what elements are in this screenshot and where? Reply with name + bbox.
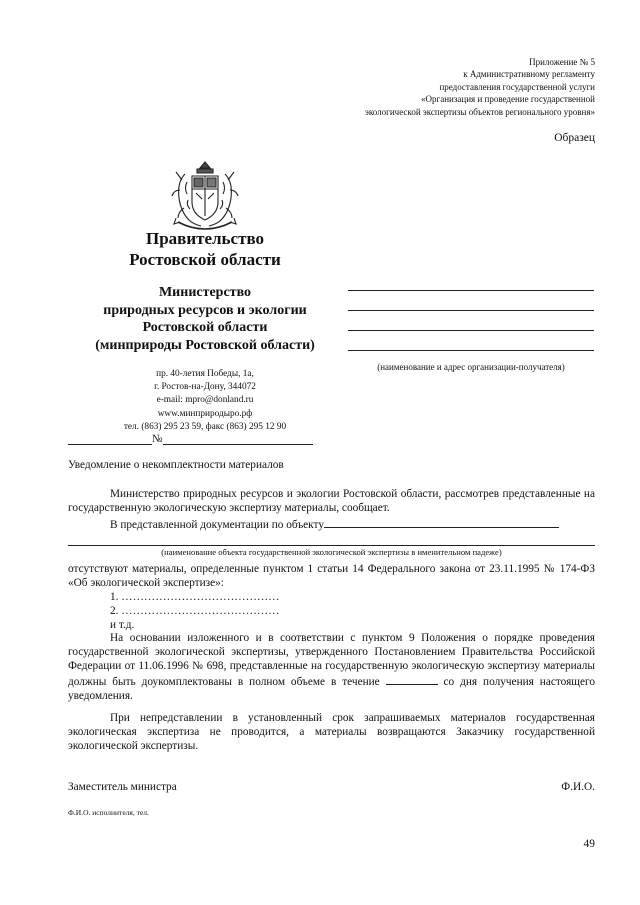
annex-line-1: Приложение № 5 (529, 57, 595, 67)
ministry-line-4: (минприроды Ростовской области) (95, 338, 315, 354)
list-item: 1. …………………………………… (110, 591, 280, 603)
date-blank (68, 432, 152, 445)
ministry-line-2: природных ресурсов и экологии (103, 302, 307, 318)
paragraph-5-text: При непредставлении в установленный срок запрашиваемых материалов государственная экологическая экспертиза не проводится, а материалы возвращаются Заказчику государственной экологической экспертизы. (68, 712, 595, 752)
ministry-contacts (60, 368, 350, 434)
address-line-2: г. Ростов-на-Дону, 344072 (154, 382, 256, 393)
ministry-title (55, 284, 355, 355)
paragraph-2 (68, 516, 595, 533)
recipient-caption: (наименование и адрес организации-получателя) (377, 362, 565, 372)
number-sign: № (152, 433, 163, 445)
object-caption: (наименование объекта государственной экологической экспертизы в именительном падеже) (161, 547, 502, 557)
annex-line-3: предоставления государственной услуги (439, 81, 595, 92)
ministry-line-3: Ростовской области (142, 320, 268, 336)
page-number: 49 (583, 838, 595, 850)
sample-label: Образец (554, 132, 595, 144)
recipient-line-3 (348, 330, 594, 331)
paragraph-4-main: На основании изложенного и в соответствии с пунктом 9 Положения о порядке проведения государственной экологической экспертизы, утвержденного Постановлением Правительства Российской Федерации от 11.06.1996 № 698, представленные на государственную экологическую экспертизу материалы должны быть доукомплектованы в полном объеме в течение (68, 632, 595, 689)
paragraph-3 (68, 563, 595, 591)
recipient-line-4 (348, 350, 594, 351)
object-name-blank (324, 516, 559, 528)
list-item: 2. …………………………………… (110, 604, 280, 617)
deadline-blank (386, 673, 438, 685)
paragraph-5 (68, 712, 595, 753)
website: www.минприродыро.рф (157, 408, 253, 419)
annex-line-4: «Организация и проведение государственной (421, 94, 595, 105)
annex-line-5: экологической экспертизы объектов регионального уровня» (365, 106, 595, 117)
signer-name: Ф.И.О. (561, 781, 595, 793)
government-line-1: Правительство (145, 229, 265, 248)
recipient-line-1 (348, 290, 594, 291)
government-line-2: Ростовской области (129, 250, 281, 269)
email: e-mail: mpro@donland.ru (156, 395, 254, 406)
document-number-line (68, 432, 313, 445)
annex-header (295, 56, 595, 118)
recipient-line-2 (348, 310, 594, 311)
paragraph-1-text: Министерство природных ресурсов и экологии Ростовской области, рассмотрев представленные на государственную экологическую экспертизу материалы, сообщает. (68, 488, 595, 514)
notice-title: Уведомление о некомплектности материалов (68, 459, 284, 471)
paragraph-4-text (68, 632, 595, 704)
paragraph-4-end: со дня получения настоящего уведомления. (68, 676, 595, 703)
paragraph-4 (68, 632, 595, 704)
object-name-line (68, 545, 595, 546)
number-blank (163, 432, 313, 445)
paragraph-3-text: отсутствуют материалы, определенные пунктом 1 статьи 14 Федерального закона от 23.11.1995 № 174-ФЗ «Об экологической экспертизе»: (68, 563, 595, 589)
paragraph-2-text: В представленной документации по объекту (110, 519, 324, 531)
signer-title: Заместитель министра (68, 781, 177, 793)
ministry-line-1: Министерство (158, 285, 252, 300)
missing-materials-list (110, 591, 279, 632)
phone-fax: тел. (863) 295 23 59, факс (863) 295 12 90 (123, 421, 287, 432)
address-line-1: пр. 40-летия Победы, 1а, (156, 369, 254, 379)
annex-line-2: к Административному регламенту (463, 69, 595, 80)
paragraph-1 (68, 488, 595, 516)
list-item-etc: и т.д. (110, 618, 135, 631)
executor-info: Ф.И.О. исполнителя, тел. (68, 808, 149, 817)
coat-of-arms-icon (170, 160, 240, 232)
government-title (60, 228, 350, 270)
